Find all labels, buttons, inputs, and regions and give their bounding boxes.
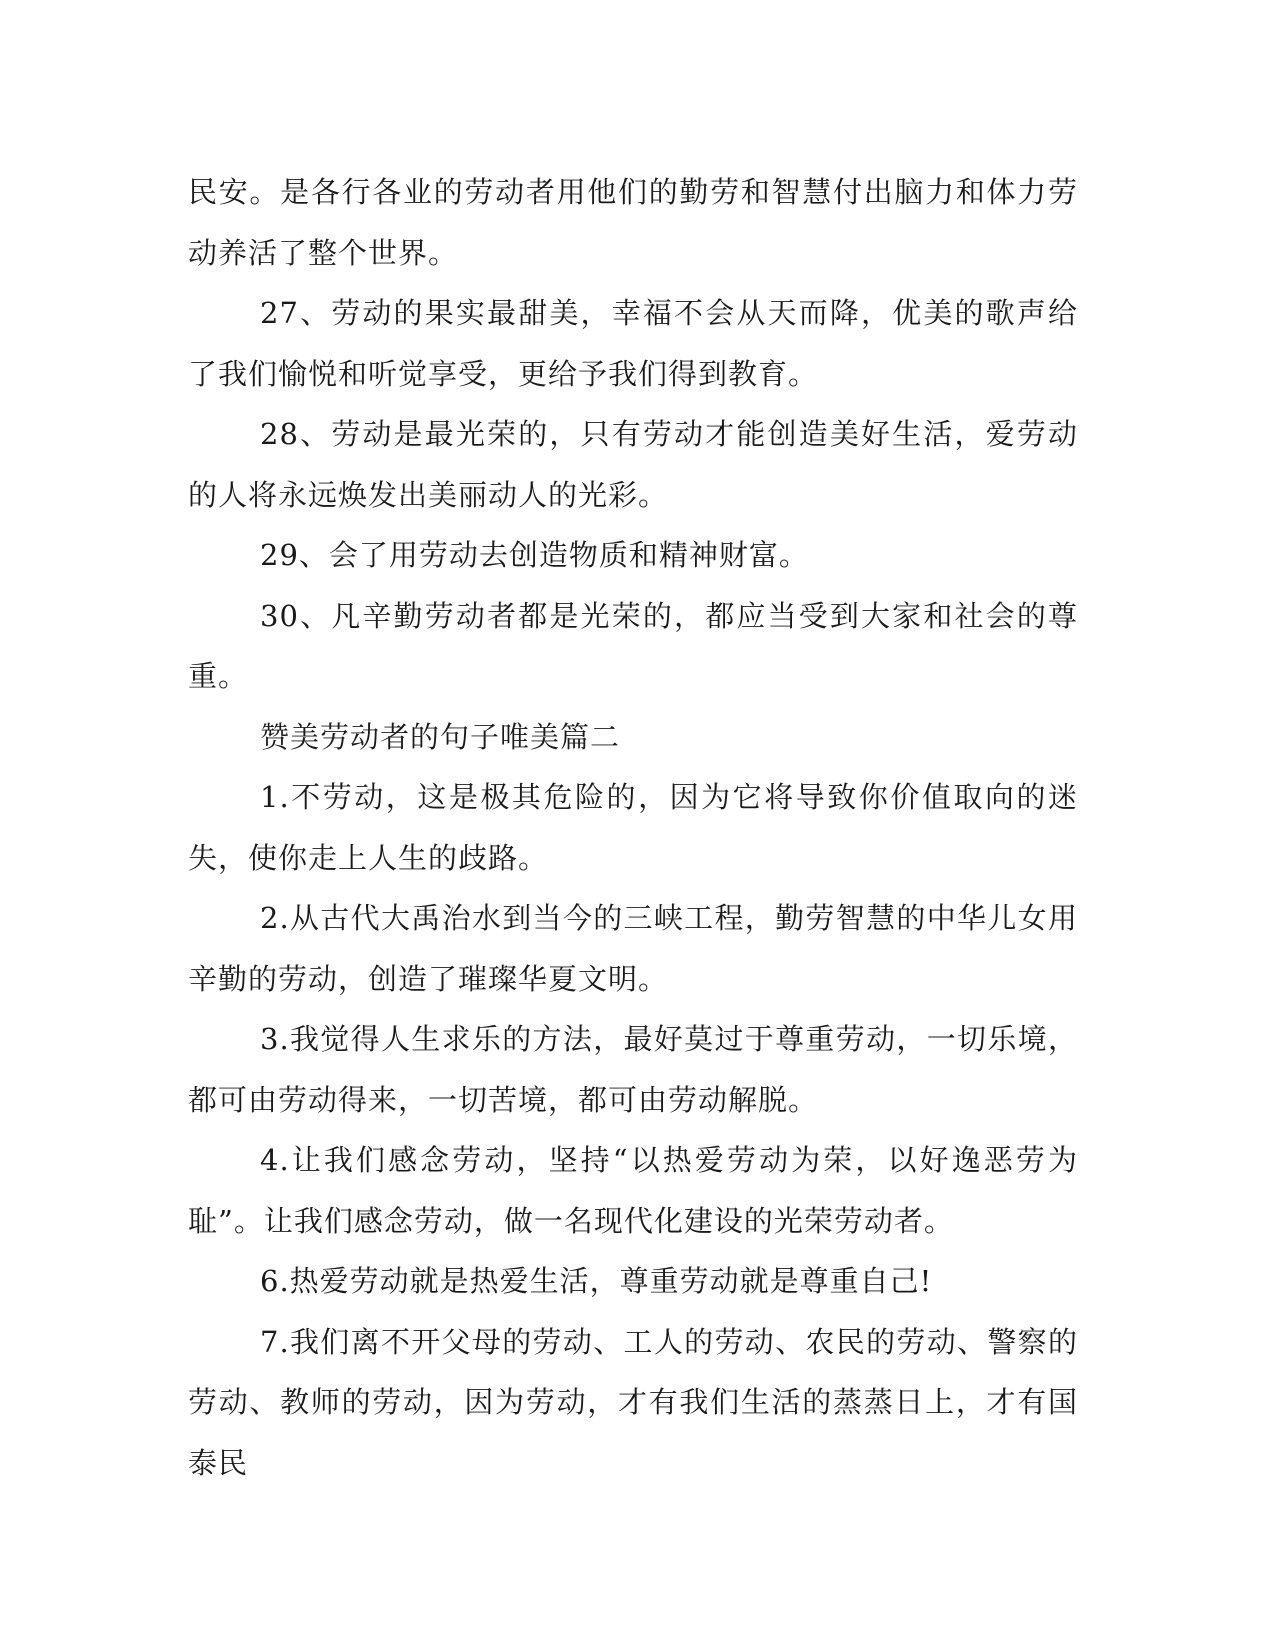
paragraph-29: 29、会了用劳动去创造物质和精神财富。 bbox=[260, 538, 809, 572]
paragraph-4: 4.让我们感念劳动，坚持“以热爱劳动为荣，以好逸恶劳为耻”。让我们感念劳动，做一名现代化建设的光荣劳动者。 bbox=[188, 1143, 1078, 1238]
paragraph-continuation: 民安。是各行各业的劳动者用他们的勤劳和智慧付出脑力和体力劳动养活了整个世界。 bbox=[188, 175, 1078, 270]
paragraph-2: 2.从古代大禹治水到当今的三峡工程，勤劳智慧的中华儿女用辛勤的劳动，创造了璀璨华夏文明。 bbox=[188, 901, 1078, 996]
paragraph-7: 7.我们离不开父母的劳动、工人的劳动、农民的劳动、警察的劳动、教师的劳动，因为劳动，才有我们生活的蒸蒸日上，才有国泰民 bbox=[188, 1324, 1078, 1480]
paragraph-30: 30、凡辛勤劳动者都是光荣的，都应当受到大家和社会的尊重。 bbox=[188, 598, 1078, 693]
paragraph-1: 1.不劳动，这是极其危险的，因为它将导致你价值取向的迷失，使你走上人生的歧路。 bbox=[188, 780, 1078, 875]
document-body bbox=[188, 162, 1078, 1493]
paragraph-6: 6.热爱劳动就是热爱生活，尊重劳动就是尊重自己! bbox=[260, 1264, 933, 1298]
paragraph-28: 28、劳动是最光荣的，只有劳动才能创造美好生活，爱劳动的人将永远焕发出美丽动人的光彩。 bbox=[188, 417, 1078, 512]
paragraph-3: 3.我觉得人生求乐的方法，最好莫过于尊重劳动，一切乐境，都可由劳动得来，一切苦境，都可由劳动解脱。 bbox=[188, 1022, 1078, 1117]
paragraph-27: 27、劳动的果实最甜美，幸福不会从天而降，优美的歌声给了我们愉悦和听觉享受，更给予我们得到教育。 bbox=[188, 296, 1078, 391]
section-heading: 赞美劳动者的句子唯美篇二 bbox=[260, 719, 621, 754]
